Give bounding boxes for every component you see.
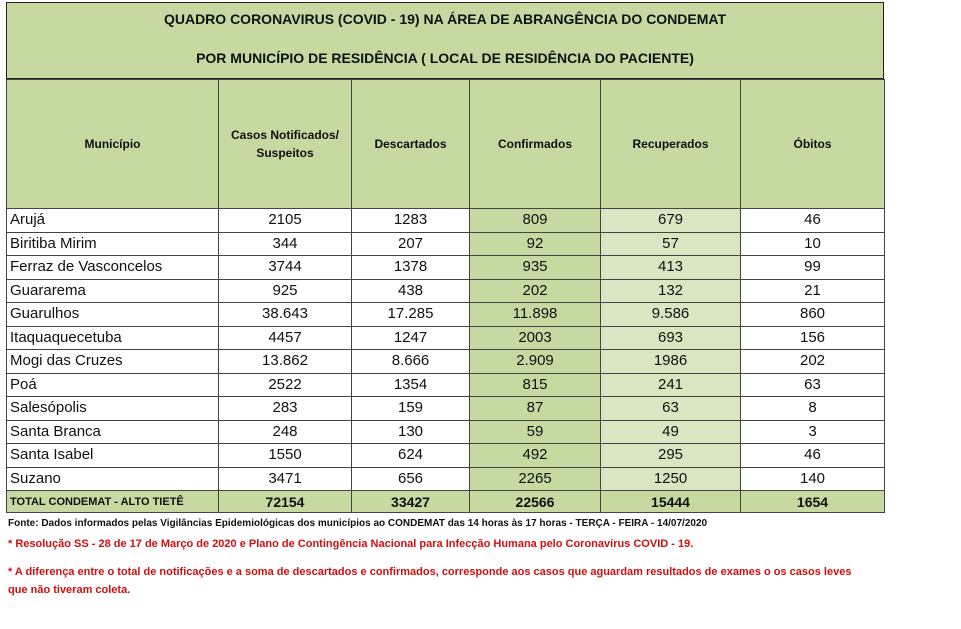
header-recuperados: Recuperados: [601, 80, 741, 209]
descartados-cell: 656: [352, 467, 470, 491]
descartados-cell: 130: [352, 420, 470, 444]
table-row: [7, 373, 885, 397]
recuperados-cell: 132: [601, 279, 741, 303]
descartados-cell: 1378: [352, 256, 470, 280]
table-title: [6, 2, 884, 79]
table-row: [7, 279, 885, 303]
descartados-cell: 159: [352, 397, 470, 421]
obitos-cell: 156: [741, 326, 885, 350]
table-row: [7, 467, 885, 491]
obitos-cell: 3: [741, 420, 885, 444]
municipio-cell: Suzano: [7, 467, 219, 491]
municipio-cell: Itaquaquecetuba: [7, 326, 219, 350]
recuperados-cell: 49: [601, 420, 741, 444]
municipio-cell: Guararema: [7, 279, 219, 303]
recuperados-cell: 241: [601, 373, 741, 397]
table-row: [7, 350, 885, 374]
total-row: [7, 491, 885, 513]
descartados-cell: 1247: [352, 326, 470, 350]
casos-cell: 4457: [219, 326, 352, 350]
source-note: Fonte: Dados informados pelas Vigilâncias Epidemiológicas dos municípios ao CONDEMAT das 14 horas às 17 horas - TERÇA - FEIRA - 14/07/2020: [8, 518, 708, 529]
obitos-cell: 46: [741, 209, 885, 233]
confirmados-cell: 935: [470, 256, 601, 280]
table-row: [7, 420, 885, 444]
title-line-1: QUADRO CORONAVIRUS (COVID - 19) NA ÁREA DE ABRANGÊNCIA DO CONDEMAT: [163, 11, 727, 27]
casos-cell: 1550: [219, 444, 352, 468]
confirmados-cell: 2.909: [470, 350, 601, 374]
header-obitos: Óbitos: [741, 80, 885, 209]
table-row: [7, 397, 885, 421]
confirmados-cell: 809: [470, 209, 601, 233]
casos-cell: 3471: [219, 467, 352, 491]
casos-cell: 248: [219, 420, 352, 444]
municipio-cell: Santa Isabel: [7, 444, 219, 468]
confirmados-cell: 87: [470, 397, 601, 421]
table-row: [7, 232, 885, 256]
municipio-cell: Ferraz de Vasconcelos: [7, 256, 219, 280]
confirmados-cell: 2003: [470, 326, 601, 350]
total-obitos: 1654: [741, 491, 885, 513]
header-casos: Casos Notificados/ Suspeitos: [219, 80, 352, 209]
difference-note-line-2: que não tiveram coleta.: [8, 584, 131, 596]
header-row: [7, 80, 885, 209]
table-row: [7, 303, 885, 327]
title-line-2: POR MUNICÍPIO DE RESIDÊNCIA ( LOCAL DE RESIDÊNCIA DO PACIENTE): [196, 50, 694, 66]
municipio-cell: Mogi das Cruzes: [7, 350, 219, 374]
obitos-cell: 21: [741, 279, 885, 303]
total-recuperados: 15444: [601, 491, 741, 513]
casos-cell: 3744: [219, 256, 352, 280]
descartados-cell: 1354: [352, 373, 470, 397]
municipio-cell: Salesópolis: [7, 397, 219, 421]
recuperados-cell: 295: [601, 444, 741, 468]
municipio-cell: Arujá: [7, 209, 219, 233]
recuperados-cell: 693: [601, 326, 741, 350]
recuperados-cell: 63: [601, 397, 741, 421]
descartados-cell: 624: [352, 444, 470, 468]
total-casos: 72154: [219, 491, 352, 513]
recuperados-cell: 1250: [601, 467, 741, 491]
total-descartados: 33427: [352, 491, 470, 513]
total-label: TOTAL CONDEMAT - ALTO TIETÊ: [7, 491, 219, 513]
confirmados-cell: 2265: [470, 467, 601, 491]
obitos-cell: 46: [741, 444, 885, 468]
table-row: [7, 209, 885, 233]
casos-cell: 2522: [219, 373, 352, 397]
descartados-cell: 438: [352, 279, 470, 303]
table-row: [7, 256, 885, 280]
recuperados-cell: 679: [601, 209, 741, 233]
header-municipio: Município: [7, 80, 219, 209]
recuperados-cell: 413: [601, 256, 741, 280]
covid-table: [6, 79, 885, 513]
casos-cell: 38.643: [219, 303, 352, 327]
resolution-note: * Resolução SS - 28 de 17 de Março de 2020 e Plano de Contingência Nacional para Infecção Humana pelo Coronavírus COVID - 19.: [8, 538, 694, 550]
recuperados-cell: 9.586: [601, 303, 741, 327]
obitos-cell: 63: [741, 373, 885, 397]
total-confirmados: 22566: [470, 491, 601, 513]
recuperados-cell: 57: [601, 232, 741, 256]
descartados-cell: 17.285: [352, 303, 470, 327]
table-row: [7, 444, 885, 468]
casos-cell: 283: [219, 397, 352, 421]
obitos-cell: 8: [741, 397, 885, 421]
casos-cell: 13.862: [219, 350, 352, 374]
municipio-cell: Poá: [7, 373, 219, 397]
confirmados-cell: 492: [470, 444, 601, 468]
recuperados-cell: 1986: [601, 350, 741, 374]
obitos-cell: 202: [741, 350, 885, 374]
municipio-cell: Biritiba Mirim: [7, 232, 219, 256]
descartados-cell: 1283: [352, 209, 470, 233]
casos-cell: 925: [219, 279, 352, 303]
casos-cell: 344: [219, 232, 352, 256]
descartados-cell: 207: [352, 232, 470, 256]
municipio-cell: Santa Branca: [7, 420, 219, 444]
obitos-cell: 10: [741, 232, 885, 256]
table-row: [7, 326, 885, 350]
obitos-cell: 99: [741, 256, 885, 280]
confirmados-cell: 815: [470, 373, 601, 397]
descartados-cell: 8.666: [352, 350, 470, 374]
municipio-cell: Guarulhos: [7, 303, 219, 327]
casos-cell: 2105: [219, 209, 352, 233]
confirmados-cell: 11.898: [470, 303, 601, 327]
obitos-cell: 860: [741, 303, 885, 327]
header-confirmados: Confirmados: [470, 80, 601, 209]
confirmados-cell: 59: [470, 420, 601, 444]
obitos-cell: 140: [741, 467, 885, 491]
header-descartados: Descartados: [352, 80, 470, 209]
confirmados-cell: 92: [470, 232, 601, 256]
confirmados-cell: 202: [470, 279, 601, 303]
difference-note-line-1: * A diferença entre o total de notificações e a soma de descartados e confirmados, corresponde aos casos que aguardam resultados de exames o os casos leves: [8, 566, 852, 578]
